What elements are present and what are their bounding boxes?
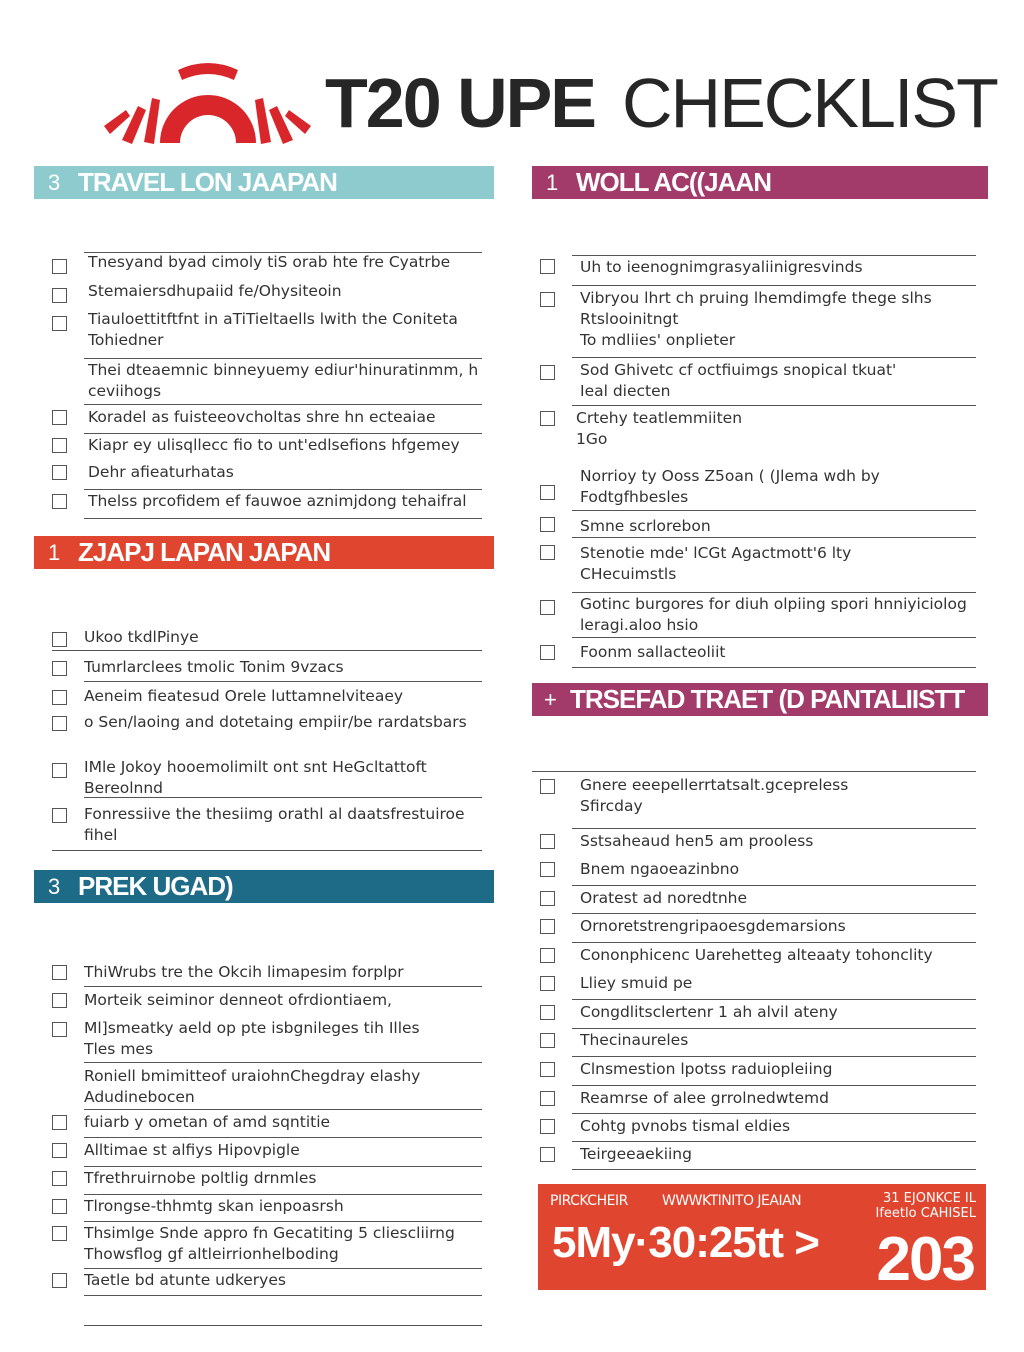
item-text: Thecinaureles xyxy=(580,1031,689,1049)
checkbox[interactable] xyxy=(52,494,67,509)
checkbox[interactable] xyxy=(540,976,555,991)
section-number: 1 xyxy=(546,169,558,195)
item-text: Vibryou lhrt ch pruing lhemdimgfe thege slhs Rtslooinitngt To mdliies' onplieter xyxy=(580,289,932,349)
checkbox[interactable] xyxy=(540,411,555,426)
section-title: WOLL AC((JAAN xyxy=(576,167,771,197)
item-text: ThiWrubs tre the Okcih limapesim forplpr xyxy=(84,963,404,981)
badge-main-text: 5My·30:25tt > xyxy=(552,1218,820,1267)
item-text: Sstsaheaud hen5 am prooless xyxy=(580,832,814,850)
section-trsefad xyxy=(532,683,988,1163)
checkbox[interactable] xyxy=(52,690,67,705)
promo-badge[interactable] xyxy=(538,1184,986,1294)
item-text: Smne scrlorebon xyxy=(580,517,711,535)
item-text: Clnsmestion lpotss raduiopleiing xyxy=(580,1060,833,1078)
checkbox[interactable] xyxy=(52,1115,67,1130)
checkbox[interactable] xyxy=(52,808,67,823)
item-text: Cononphicenc Uarehetteg alteaaty tohonclity xyxy=(580,946,933,964)
checkbox[interactable] xyxy=(540,948,555,963)
item-text: Roniell bmimitteof uraiohnChegdray elashy Adudinebocen xyxy=(84,1067,421,1106)
page-header xyxy=(100,40,997,150)
checkbox[interactable] xyxy=(540,1147,555,1162)
checkbox[interactable] xyxy=(540,365,555,380)
item-text: fuiarb y ometan of amd sqntitie xyxy=(84,1113,331,1131)
item-text: Thsimlge Snde appro fn Gecatiting 5 cliescliirng Thowsflog gf altleirrionhelboding xyxy=(84,1224,455,1263)
checkbox[interactable] xyxy=(540,545,555,560)
checkbox[interactable] xyxy=(540,834,555,849)
item-text: Sod Ghivetc cf octfiuimgs snopical tkuat' Ieal diecten xyxy=(580,361,897,400)
item-text: Gotinc burgores for diuh olpiing spori hnniyiciolog leragi.aloo hsio xyxy=(580,595,967,634)
item-text: Tlrongse-thhmtg skan ienpoasrsh xyxy=(84,1197,344,1215)
section-header xyxy=(532,166,988,199)
item-text: o Sen/laoing and dotetaing empiir/be rardatsbars xyxy=(84,713,467,731)
section-header xyxy=(34,536,494,569)
checkbox[interactable] xyxy=(540,259,555,274)
checkbox[interactable] xyxy=(52,716,67,731)
badge-year: 203 xyxy=(876,1225,974,1294)
badge-label-left: PIRCKCHEIR xyxy=(550,1193,628,1209)
section-header xyxy=(34,870,494,903)
checkbox[interactable] xyxy=(52,993,67,1008)
checkbox[interactable] xyxy=(52,1199,67,1214)
checkbox[interactable] xyxy=(52,1171,67,1186)
section-prek xyxy=(34,870,494,1289)
section-number: 1 xyxy=(48,539,60,565)
item-text: Bnem ngaoeazinbno xyxy=(580,860,740,878)
item-text: Stemaiersdhupaiid fe/Ohysiteoin xyxy=(88,282,342,300)
checkbox[interactable] xyxy=(540,517,555,532)
section-number: + xyxy=(544,686,556,712)
checkbox[interactable] xyxy=(52,288,67,303)
item-text: Ml]smeatky aeld op pte isbgnileges tih Illes Tles mes xyxy=(84,1019,420,1058)
checkbox[interactable] xyxy=(540,485,555,500)
checkbox[interactable] xyxy=(540,779,555,794)
item-text: Teirgeeaekiing xyxy=(580,1145,692,1163)
item-text: Ornoretstrengripaoesgdemarsions xyxy=(580,917,846,935)
item-text: Congdlitsclertenr 1 ah alvil ateny xyxy=(580,1003,838,1021)
checkbox[interactable] xyxy=(52,438,67,453)
section-travel xyxy=(34,166,494,510)
checkbox[interactable] xyxy=(52,465,67,480)
item-text: IMle Jokoy hooemolimilt ont snt HeGcltattoft Bereolnnd xyxy=(84,758,427,797)
item-text: Tnesyand byad cimoly tiS orab hte fre Cyatrbe xyxy=(88,253,451,271)
logo-icon xyxy=(100,48,315,148)
checkbox[interactable] xyxy=(540,1119,555,1134)
checkbox[interactable] xyxy=(52,259,67,274)
checkbox[interactable] xyxy=(540,1062,555,1077)
section-header xyxy=(532,683,988,716)
checkbox[interactable] xyxy=(540,292,555,307)
checkbox[interactable] xyxy=(52,1143,67,1158)
section-title: TRAVEL LON JAAPAN xyxy=(78,167,337,197)
checkbox[interactable] xyxy=(52,763,67,778)
checkbox[interactable] xyxy=(52,1273,67,1288)
badge-label-mid: WWWKTINITO JEAIAN xyxy=(662,1193,802,1209)
checkbox[interactable] xyxy=(52,316,67,331)
section-japan xyxy=(34,536,494,844)
checkbox[interactable] xyxy=(52,410,67,425)
item-text: Uh to ieenognimgrasyaliinigresvinds xyxy=(580,258,863,276)
checkbox[interactable] xyxy=(540,600,555,615)
checkbox[interactable] xyxy=(540,862,555,877)
page-title-light: CHECKLIST xyxy=(622,64,997,142)
page-title-bold: T20 UPE xyxy=(325,64,595,142)
checkbox[interactable] xyxy=(540,1033,555,1048)
checkbox[interactable] xyxy=(540,1005,555,1020)
item-text: Kiapr ey ulisqllecc fio to unt'edlsefions hfgemey xyxy=(88,436,460,454)
item-text: Taetle bd atunte udkeryes xyxy=(84,1271,286,1289)
item-text: Tumrlarclees tmolic Tonim 9vzacs xyxy=(84,658,344,676)
checkbox[interactable] xyxy=(540,645,555,660)
item-text: Tfrethruirnobe poltlig drnmles xyxy=(84,1169,317,1187)
badge-label-right: 31 EJONKCE IL Ifeetlo CAHISEL xyxy=(875,1191,976,1221)
item-text: Reamrse of alee grrolnedwtemd xyxy=(580,1089,829,1107)
checkbox[interactable] xyxy=(52,1022,67,1037)
section-header xyxy=(34,166,494,199)
section-woll xyxy=(532,166,988,661)
item-text: Aeneim fieatesud Orele luttamnelviteaey xyxy=(84,687,404,705)
section-title: PREK UGAD) xyxy=(78,871,233,901)
item-text: Tiauloettitftfnt in aTiTieltaells lwith the Coniteta Tohiedner xyxy=(88,310,458,349)
checkbox[interactable] xyxy=(52,965,67,980)
item-text: Dehr afieaturhatas xyxy=(88,463,234,481)
section-title: TRSEFAD TRAET (D PANTALIISTT xyxy=(570,684,965,714)
item-text: Alltimae st alfiys Hipovpigle xyxy=(84,1141,300,1159)
section-number: 3 xyxy=(48,873,60,899)
checkbox[interactable] xyxy=(52,661,67,676)
item-text: Cohtg pvnobs tismal eldies xyxy=(580,1117,791,1135)
section-number: 3 xyxy=(48,169,60,195)
item-text: Fonressiive the thesiimg orathl al daatsfrestuiroe fihel xyxy=(84,805,465,844)
checkbox[interactable] xyxy=(52,1226,67,1241)
item-text: Lliey smuid pe xyxy=(580,974,693,992)
checkbox[interactable] xyxy=(540,1091,555,1106)
item-text: Thelss prcofidem ef fauwoe aznimjdong tehaifral xyxy=(88,492,467,510)
checkbox[interactable] xyxy=(52,632,67,647)
item-text: Oratest ad noredtnhe xyxy=(580,889,748,907)
item-text: Thei dteaemnic binneyuemy ediur'hinuratinmm, h ceviihogs xyxy=(88,361,479,400)
item-text: Koradel as fuisteeovcholtas shre hn ecteaiae xyxy=(88,408,436,426)
item-text: Stenotie mde' lCGt Agactmott'6 lty CHecuimstls xyxy=(580,544,852,583)
item-text: Foonm sallacteoliit xyxy=(580,643,726,661)
item-text: Crtehy teatlemmiiten 1Go xyxy=(576,409,743,448)
item-text: Ukoo tkdlPinye xyxy=(84,628,199,646)
section-title: ZJAPJ LAPAN JAPAN xyxy=(78,537,331,567)
item-text: Norrioy ty Ooss Z5oan ( (Jlema wdh by Fodtgfhbesles xyxy=(580,467,880,506)
checkbox[interactable] xyxy=(540,919,555,934)
item-text: Gnere eeepellerrtatsalt.gcepreless Sfircday xyxy=(580,776,849,815)
item-text: Morteik seiminor denneot ofrdiontiaem, xyxy=(84,991,392,1009)
checkbox[interactable] xyxy=(540,891,555,906)
